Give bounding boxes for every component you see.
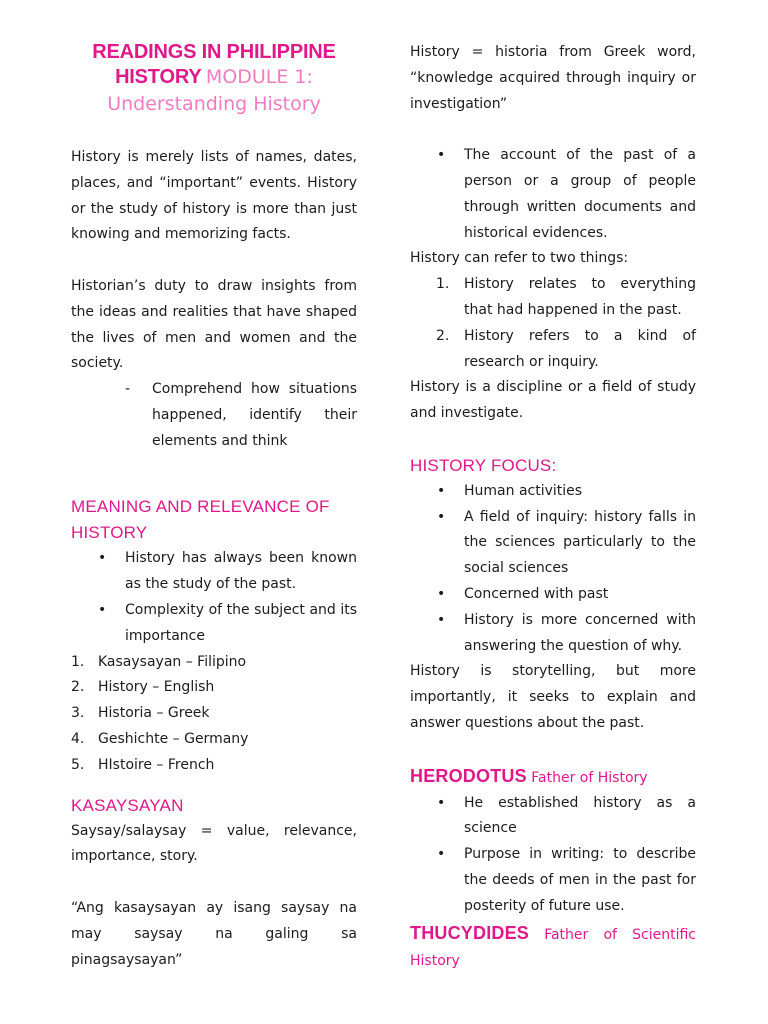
- document-title: [71, 40, 357, 117]
- herodotus-title: Father of History: [531, 769, 648, 786]
- list-item: • Complexity of the subject and its importance: [98, 601, 357, 644]
- thucydides-heading: [410, 920, 696, 974]
- title-line-1: READINGS IN PHILIPPINE: [92, 41, 336, 63]
- two-things-list: [410, 272, 696, 375]
- list-item: 2. History refers to a kind of research or inquiry.: [436, 327, 696, 370]
- right-column: [410, 40, 696, 974]
- dash-marker: -: [125, 381, 131, 398]
- account-bullet-list: [410, 143, 696, 246]
- focus-bullets: [410, 479, 696, 660]
- list-item: • A field of inquiry: history falls in the sciences particularly to the social sciences: [437, 508, 696, 577]
- dash-list: [71, 377, 357, 454]
- list-item: • Purpose in writing: to describe the deeds of men in the past for posterity of future use.: [437, 846, 696, 914]
- dash-item: - Comprehend how situations happened, identify their elements and think: [71, 377, 357, 454]
- meaning-heading: MEANING AND RELEVANCE OF HISTORY: [71, 497, 330, 543]
- list-item: 2. History – English: [71, 679, 215, 696]
- storytelling-text: History is storytelling, but more importantly, it seeks to explain and answer questions about the past.: [410, 663, 696, 731]
- discipline-text: History is a discipline or a field of study and investigate.: [410, 379, 696, 422]
- left-column: [71, 40, 357, 973]
- herodotus-name: HERODOTUS: [410, 765, 527, 786]
- meaning-bullets: [71, 546, 357, 649]
- kasaysayan-text: Saysay/salaysay = value, relevance, importance, story.: [71, 822, 357, 865]
- herodotus-bullets: [410, 791, 696, 920]
- title-line-2a: HISTORY: [115, 66, 202, 88]
- intro-paragraph-1: History is merely lists of names, dates, places, and “important” events. History or the study of history is more than just knowing and memorizing facts.: [71, 149, 357, 243]
- kasaysayan-quote: “Ang kasaysayan ay isang saysay na may saysay na galing sa pinagsaysayan”: [71, 899, 357, 968]
- title-module: MODULE 1:: [205, 66, 313, 88]
- list-item: 4. Geshichte – Germany: [71, 730, 249, 747]
- list-item: • He established history as a science: [437, 794, 696, 837]
- list-item: • History is more concerned with answering the question of why.: [437, 611, 696, 654]
- list-item: 1. History relates to everything that had happened in the past.: [436, 276, 696, 318]
- historia-definition: History = historia from Greek word, “knowledge acquired through inquiry or investigation”: [410, 44, 696, 112]
- list-item: • Human activities: [437, 482, 583, 499]
- two-things-intro: History can refer to two things:: [410, 250, 629, 267]
- list-item: 1. Kasaysayan – Filipino: [71, 653, 247, 670]
- title-subtitle: Understanding History: [107, 93, 321, 115]
- terms-list: [71, 650, 357, 779]
- list-item: • History has always been known as the study of the past.: [98, 550, 357, 593]
- list-item: • Concerned with past: [437, 585, 609, 602]
- list-item: 5. HIstoire – French: [71, 756, 215, 773]
- list-item: • The account of the past of a person or a group of people through written documents and historical evidences.: [437, 147, 696, 241]
- intro-paragraph-2: Historian’s duty to draw insights from the ideas and realities that have shaped the lives of men and women and the society.: [71, 277, 357, 372]
- thucydides-name: THUCYDIDES: [410, 922, 530, 943]
- herodotus-heading: [410, 763, 696, 791]
- list-item: 3. Historia – Greek: [71, 705, 210, 722]
- thucydides-title: Father of Scientific History: [410, 926, 696, 969]
- kasaysayan-heading: KASAYSAYAN: [71, 795, 184, 815]
- focus-heading: HISTORY FOCUS:: [410, 455, 557, 475]
